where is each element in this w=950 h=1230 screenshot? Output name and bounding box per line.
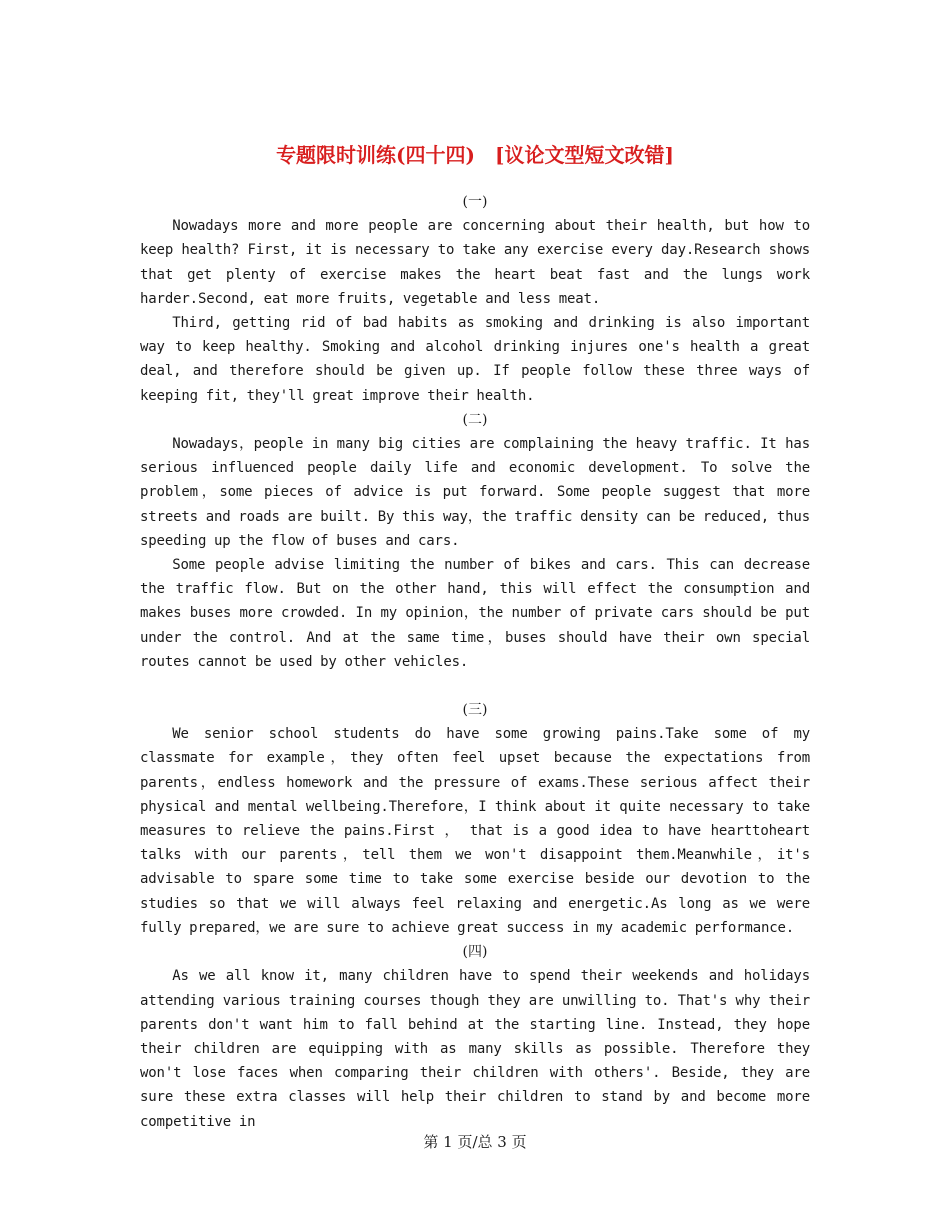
section-heading: (三): [462, 702, 488, 719]
paragraph: Some people advise limiting the number of bikes and cars. This can decrease the traffic flow. But on the other hand, this will effect the consumption and makes buses more crowded. In my opinion，the number of private cars should be put under the control. And at the same time，buses should have their own special routes cannot be used by other vehicles.: [140, 557, 810, 670]
paragraph: Nowadays more and more people are concerning about their health, but how to keep health? First, it is necessary to take any exercise every day.Research shows that get plenty of exercise makes the heart beat fast and the lungs work harder.Second, eat more fruits, vegetable and less meat.: [140, 218, 810, 307]
section-heading: (四): [462, 944, 488, 961]
section-3: [140, 698, 810, 940]
paragraph: We senior school students do have some growing pains.Take some of my classmate for example，they often feel upset because the expectations from parents，endless homework and the pressure of exams.These serious affect their physical and mental wellbeing.Therefore，I think about it quite necessary to take measures to relieve the pains.First ， that is a good idea to have hearttoheart talks with our parents，tell them we won't disappoint them.Meanwhile，it's advisable to spare some time to take some exercise beside our devotion to the studies so that we will always feel relaxing and energetic.As long as we were fully prepared，we are sure to achieve great success in my academic performance.: [140, 726, 810, 936]
paragraph: As we all know it, many children have to spend their weekends and holidays attending various training courses though they are unwilling to. That's why their parents don't want him to fall behind at the starting line. Instead, they hope their children are equipping with as many skills as possible. Therefore they won't lose faces when comparing their children with others'. Beside, they are sure these extra classes will help their children to stand by and become more competitive in: [140, 968, 810, 1130]
paragraph: Third, getting rid of bad habits as smoking and drinking is also important way to keep healthy. Smoking and alcohol drinking injures one's health a great deal, and therefore should be given up. If people follow these three ways of keeping fit, they'll great improve their health.: [140, 315, 810, 404]
page-title: 专题限时训练(四十四) [议论文型短文改错]: [276, 143, 674, 167]
document-body: [140, 190, 810, 1134]
paragraph: Nowadays，people in many big cities are complaining the heavy traffic. It has serious influenced people daily life and economic development. To solve the problem，some pieces of advice is put forward. Some people suggest that more streets and roads are built. By this way，the traffic density can be reduced, thus speeding up the flow of buses and cars.: [140, 436, 810, 549]
section-heading: (二): [462, 411, 488, 428]
section-2: [140, 408, 810, 674]
section-1: [140, 190, 810, 408]
section-4: [140, 940, 810, 1134]
section-heading: (一): [462, 194, 488, 210]
spacer: [140, 674, 810, 698]
page-footer: 第 1 页/总 3 页: [423, 1133, 527, 1151]
